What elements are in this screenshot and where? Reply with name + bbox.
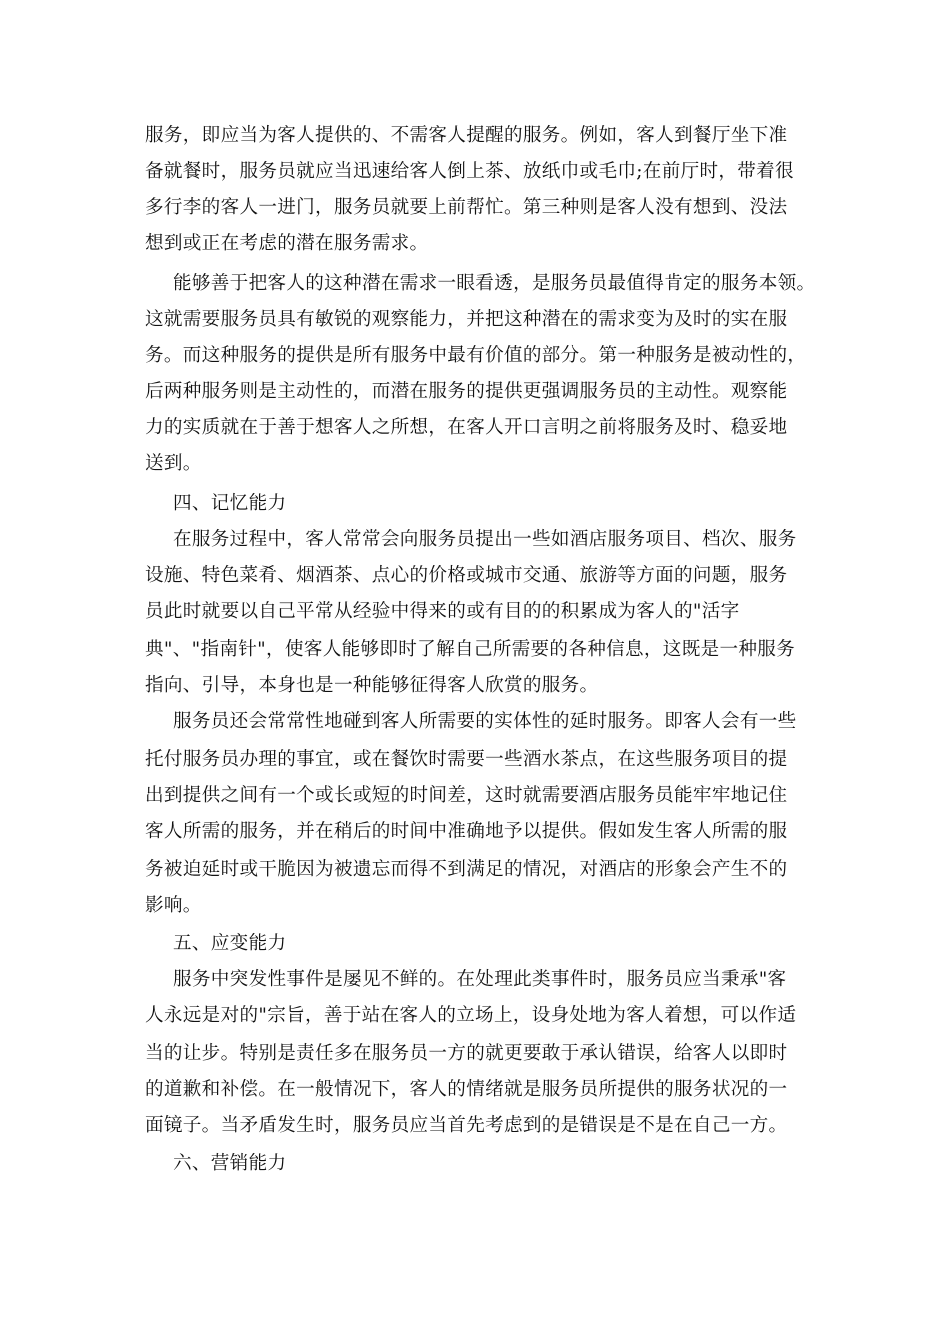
text-line: 人永远是对的"宗旨，善于站在客人的立场上，设身处地为客人着想，可以作适 xyxy=(145,1005,797,1026)
text-line: 送到。 xyxy=(145,453,202,474)
text-line: 能够善于把客人的这种潜在需求一眼看透，是服务员最值得肯定的服务本领。 xyxy=(173,273,816,294)
text-line: 托付服务员办理的事宜，或在餐饮时需要一些酒水茶点，在这些服务项目的提 xyxy=(145,749,788,770)
text-line: 出到提供之间有一个或长或短的时间差，这时就需要酒店服务员能牢牢地记住 xyxy=(145,785,788,806)
text-line: 员此时就要以自己平常从经验中得来的或有目的的积累成为客人的"活字 xyxy=(145,601,740,622)
text-line: 客人所需的服务，并在稍后的时间中准确地予以提供。假如发生客人所需的服 xyxy=(145,821,788,842)
text-line: 力的实质就在于善于想客人之所想，在客人开口言明之前将服务及时、稳妥地 xyxy=(145,417,788,438)
section-heading: 六、营销能力 xyxy=(173,1153,287,1174)
text-line: 务。而这种服务的提供是所有服务中最有价值的部分。第一种服务是被动性的， xyxy=(145,345,807,366)
text-line: 当的让步。特别是责任多在服务员一方的就更要敢于承认错误，给客人以即时 xyxy=(145,1043,788,1064)
text-line: 后两种服务则是主动性的，而潜在服务的提供更强调服务员的主动性。观察能 xyxy=(145,381,788,402)
section-heading: 五、应变能力 xyxy=(173,933,287,954)
text-line: 多行李的客人一进门，服务员就要上前帮忙。第三种则是客人没有想到、没法 xyxy=(145,197,788,218)
text-line: 这就需要服务员具有敏锐的观察能力，并把这种潜在的需求变为及时的实在服 xyxy=(145,309,788,330)
text-line: 服务中突发性事件是屡见不鲜的。在处理此类事件时，服务员应当秉承"客 xyxy=(173,969,787,990)
section-heading: 四、记忆能力 xyxy=(173,493,287,514)
text-line: 服务，即应当为客人提供的、不需客人提醒的服务。例如，客人到餐厅坐下准 xyxy=(145,125,788,146)
text-line: 指向、引导，本身也是一种能够征得客人欣赏的服务。 xyxy=(145,675,599,696)
text-line: 想到或正在考虑的潜在服务需求。 xyxy=(145,233,429,254)
text-line: 在服务过程中，客人常常会向服务员提出一些如酒店服务项目、档次、服务 xyxy=(173,529,797,550)
text-line: 的道歉和补偿。在一般情况下，客人的情绪就是服务员所提供的服务状况的一 xyxy=(145,1079,788,1100)
text-line: 影响。 xyxy=(145,895,202,916)
text-line: 面镜子。当矛盾发生时，服务员应当首先考虑到的是错误是不是在自己一方。 xyxy=(145,1115,788,1136)
text-line: 典"、"指南针"，使客人能够即时了解自己所需要的各种信息，这既是一种服务 xyxy=(145,639,796,660)
text-line: 备就餐时，服务员就应当迅速给客人倒上茶、放纸巾或毛巾;在前厅时，带着很 xyxy=(145,161,794,182)
text-line: 服务员还会常常性地碰到客人所需要的实体性的延时服务。即客人会有一些 xyxy=(173,711,797,732)
text-line: 设施、特色菜肴、烟酒茶、点心的价格或城市交通、旅游等方面的问题，服务 xyxy=(145,565,788,586)
text-line: 务被迫延时或干脆因为被遗忘而得不到满足的情况，对酒店的形象会产生不的 xyxy=(145,859,788,880)
